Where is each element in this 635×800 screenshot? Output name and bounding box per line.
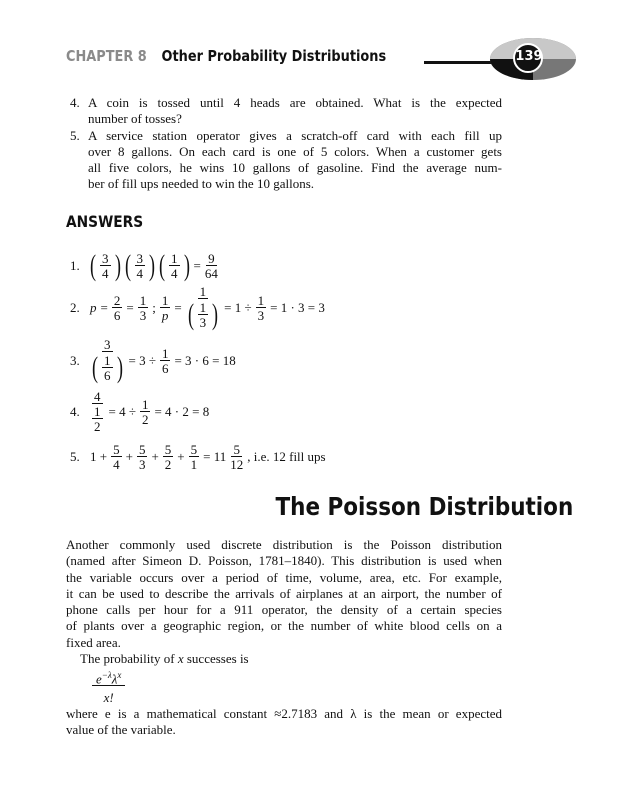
math-text: =: [193, 258, 201, 273]
paragraph-line: the variable occurs over a period of time, volume, area, etc. For example,: [66, 569, 502, 585]
numerator: 3: [104, 337, 111, 352]
math-text: = 3 · 6 = 18: [174, 352, 236, 368]
fraction: [138, 294, 149, 322]
answer-number: 4.: [70, 403, 80, 419]
fraction: [137, 443, 148, 471]
numerator: 1: [257, 292, 265, 308]
numerator: 1: [141, 396, 149, 412]
paragraph-line: fixed area.: [66, 634, 121, 650]
fraction: [256, 294, 267, 322]
denominator: 6: [113, 307, 121, 323]
fraction: [160, 294, 171, 322]
denominator: 64: [204, 266, 218, 281]
right-paren: ): [212, 298, 219, 331]
denominator: 1: [190, 457, 198, 472]
body-paragraph: [66, 537, 502, 651]
numerator: 1: [94, 404, 101, 419]
left-paren: (: [90, 249, 96, 282]
answer-item: [70, 389, 211, 434]
math-text: = 4 · 2 = 8: [154, 403, 210, 419]
fraction: [205, 252, 218, 280]
denominator: 3: [257, 307, 265, 323]
numerator: 5: [138, 442, 146, 457]
numerator: 1: [161, 292, 169, 308]
numerator: 5: [190, 442, 198, 457]
math-text: p: [90, 299, 97, 315]
page-number: 139: [515, 49, 543, 64]
math-text: = 1 · 3 = 3: [270, 299, 325, 315]
math-text: = 4 ÷: [108, 403, 136, 419]
parenthesized-fraction: [123, 251, 158, 281]
section-title: The Poisson Distribution: [275, 492, 573, 521]
parenthesized-fraction: [157, 251, 192, 281]
problem-line: number of tosses?: [88, 111, 182, 127]
math-text: +: [177, 449, 185, 464]
chapter-label: CHAPTER 8: [66, 47, 147, 65]
probability-intro: The probability of x successes is: [80, 651, 249, 666]
left-paren: (: [92, 351, 98, 384]
numerator: 9: [208, 251, 215, 266]
fraction: [189, 443, 200, 471]
math-text: =: [174, 299, 182, 315]
problem-line: all five colors, he wins 10 gallons of gasoline. Find the average num-: [88, 160, 502, 176]
problem-line: A service station operator gives a scratch-off card with each fill up: [88, 127, 502, 143]
numerator: 4: [94, 389, 101, 404]
denominator: 3: [199, 315, 207, 330]
fraction: [112, 294, 123, 322]
fraction: [163, 443, 174, 471]
denominator: p: [161, 307, 169, 323]
answer-item: [70, 337, 238, 384]
numerator: 1: [161, 345, 169, 361]
math-text: +: [151, 449, 159, 464]
problem-number: 4.: [70, 95, 80, 110]
answer-item: [70, 442, 328, 472]
left-paren: (: [159, 249, 165, 282]
problem-line: ber of fill ups needed to win the 10 gallons.: [88, 176, 315, 192]
chapter-title: Other Probability Distributions: [161, 47, 387, 65]
fraction: [140, 398, 151, 426]
denominator: 3: [139, 307, 147, 323]
denominator: 3: [138, 457, 146, 472]
right-paren: ): [149, 249, 155, 282]
problem-list: [70, 95, 502, 193]
problem-item: [70, 95, 502, 128]
paragraph-line: (named after Simeon D. Poisson, 1781–1840). This distribution is used when: [66, 553, 502, 569]
numerator: 3: [136, 251, 143, 266]
denominator: 4: [171, 266, 178, 281]
numerator: 5: [164, 442, 172, 457]
math-text: +: [125, 449, 133, 464]
answer-number: 2.: [70, 299, 80, 315]
numerator: 5: [233, 442, 240, 457]
fraction: [160, 347, 171, 375]
denominator: 2: [141, 411, 149, 427]
numerator: 1: [199, 300, 207, 315]
problem-line: over 8 gallons. On each card is one of 5 colors. When a customer gets: [88, 143, 502, 159]
parenthesized-fraction: [88, 251, 123, 281]
right-paren: ): [114, 249, 121, 282]
denominator: 4: [136, 266, 143, 281]
numerator: 1: [139, 292, 147, 308]
fraction: [198, 301, 209, 329]
denominator: [186, 299, 221, 330]
math-text: =: [100, 299, 108, 315]
problem-number: 5.: [70, 127, 80, 143]
math-text: , i.e. 12 fill ups: [247, 449, 326, 464]
numerator: 5: [113, 442, 120, 457]
right-paren: ): [116, 351, 123, 384]
fraction: [230, 443, 243, 471]
math-text: = 1 ÷: [224, 299, 252, 315]
answer-number: 1.: [70, 258, 80, 273]
denominator: [90, 352, 125, 383]
numerator: 1: [104, 353, 111, 368]
answer-number: 3.: [70, 352, 80, 368]
math-text: = 3 ÷: [128, 352, 156, 368]
math-text: ;: [152, 299, 156, 315]
fraction: [186, 285, 221, 330]
numerator: 2: [113, 292, 121, 308]
numerator: 1: [171, 251, 178, 266]
closing-line: value of the variable.: [66, 722, 176, 738]
denominator: 4: [113, 457, 120, 472]
left-paren: (: [124, 249, 131, 282]
poisson-formula: $e^{-\lambda}\lambda^x$ x!: [92, 669, 125, 704]
problem-item: [70, 127, 502, 193]
math-text: =: [126, 299, 134, 315]
fraction: [92, 405, 103, 433]
fraction: [100, 252, 111, 280]
fraction: [102, 354, 113, 382]
fraction: [111, 443, 122, 471]
fraction: [90, 338, 125, 383]
paragraph-line: of plants over a geographic region, or the number of white blood cells on a: [66, 618, 502, 634]
running-header: [66, 47, 386, 65]
fraction: [135, 252, 146, 280]
denominator: [90, 404, 105, 433]
numerator: 3: [102, 251, 109, 266]
paragraph-line: phone calls per hour for a 911 operator, the density of a certain species: [66, 602, 502, 618]
closing-line: where e is a mathematical constant ≈2.7183 and λ is the mean or expected: [66, 706, 502, 721]
paragraph-line: it can be used to describe the arrivals of airplanes at an airport, the number of: [66, 585, 502, 601]
denominator: 2: [164, 457, 172, 472]
denominator: 2: [94, 419, 101, 434]
closing-text: [66, 706, 502, 739]
math-text: = 11: [203, 449, 227, 464]
answer-item: [70, 249, 220, 282]
parenthesized-fraction: [90, 353, 125, 383]
math-text: 1 +: [90, 449, 108, 464]
answers-heading: ANSWERS: [66, 212, 144, 231]
right-paren: ): [183, 249, 190, 282]
denominator: 4: [102, 266, 109, 281]
denominator: 6: [104, 368, 111, 383]
problem-line: A coin is tossed until 4 heads are obtained. What is the expected: [88, 95, 502, 110]
denominator: 12: [230, 457, 244, 472]
answer-number: 5.: [70, 449, 80, 464]
parenthesized-fraction: [186, 300, 221, 330]
fraction: [90, 390, 105, 433]
left-paren: (: [187, 298, 194, 331]
denominator: 6: [161, 360, 169, 376]
paragraph-line: Another commonly used discrete distribution is the Poisson distribution: [66, 537, 502, 552]
answer-item: [70, 284, 327, 331]
fraction: [169, 252, 180, 280]
numerator: 1: [199, 284, 207, 299]
